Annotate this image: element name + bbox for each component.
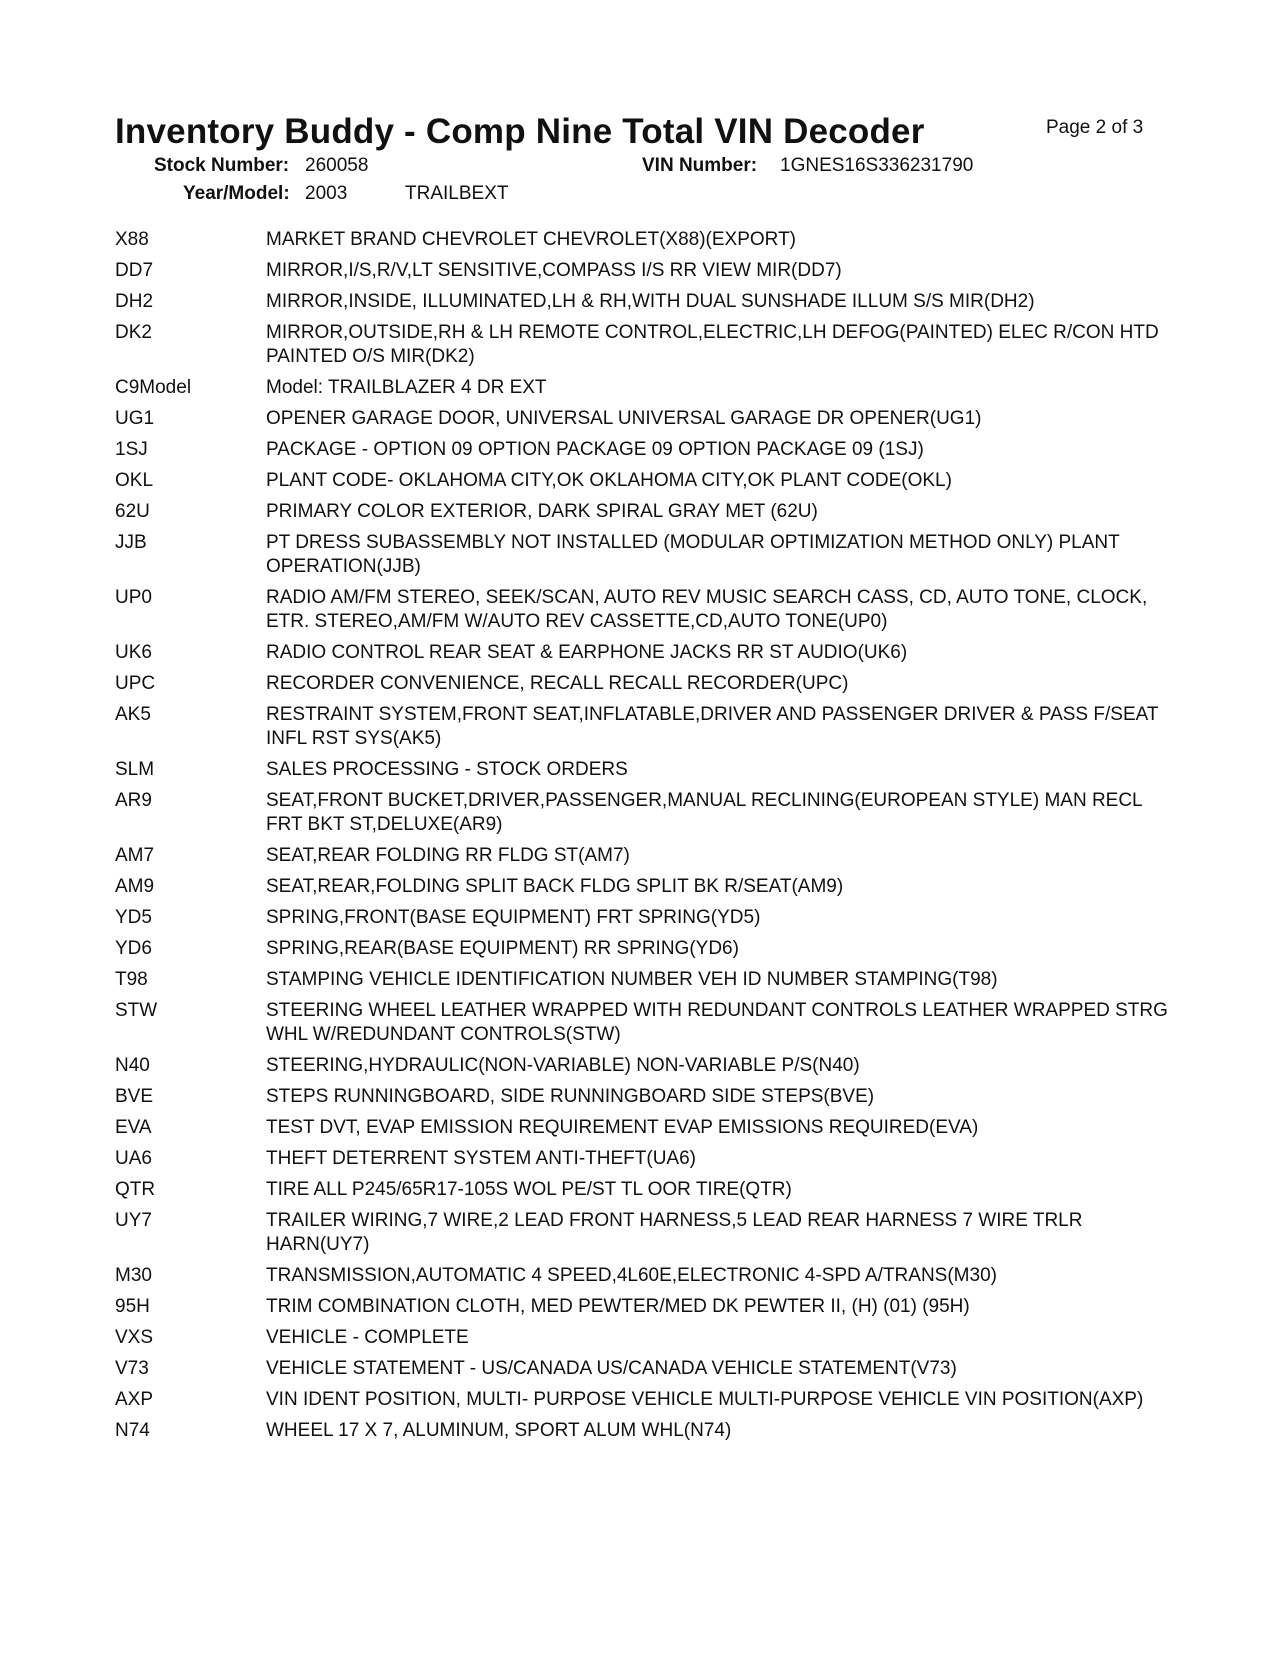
option-code: UPC [115,673,156,694]
option-code: DH2 [115,291,154,312]
option-description: SEAT,REAR FOLDING RR FLDG ST(AM7) [266,845,630,866]
option-description: SEAT,FRONT BUCKET,DRIVER,PASSENGER,MANUAL RECLINING(EUROPEAN STYLE) MAN RECL FRT BKT ST,DELUXE(AR9) [266,790,1142,835]
option-row [115,789,1175,837]
option-code: C9Model [115,377,192,398]
option-code: DD7 [115,260,154,281]
option-description: THEFT DETERRENT SYSTEM ANTI-THEFT(UA6) [266,1148,696,1169]
option-row [115,1357,1175,1381]
option-description: PLANT CODE- OKLAHOMA CITY,OK OKLAHOMA CITY,OK PLANT CODE(OKL) [266,470,952,491]
option-row [115,968,1175,992]
option-description: RADIO AM/FM STEREO, SEEK/SCAN, AUTO REV MUSIC SEARCH CASS, CD, AUTO TONE, CLOCK, ETR. STEREO,AM/FM W/AUTO REV CASSETTE,CD,AUTO TONE(UP0) [266,587,1148,632]
option-description: MIRROR,OUTSIDE,RH & LH REMOTE CONTROL,ELECTRIC,LH DEFOG(PAINTED) ELEC R/CON HTD PAINTED O/S MIR(DK2) [266,322,1159,367]
option-row [115,844,1175,868]
option-row [115,586,1175,634]
option-row [115,1209,1175,1257]
option-description: STEERING,HYDRAULIC(NON-VARIABLE) NON-VARIABLE P/S(N40) [266,1055,860,1076]
option-code: V73 [115,1358,149,1379]
option-row [115,999,1175,1047]
option-description: STEPS RUNNINGBOARD, SIDE RUNNINGBOARD SIDE STEPS(BVE) [266,1086,875,1107]
option-code: QTR [115,1179,156,1200]
option-description: WHEEL 17 X 7, ALUMINUM, SPORT ALUM WHL(N74) [266,1420,732,1441]
option-row [115,1054,1175,1078]
option-description: VEHICLE - COMPLETE [266,1327,469,1348]
stock-number-value: 260058 [305,155,369,176]
option-row [115,438,1175,462]
page-title: Inventory Buddy - Comp Nine Total VIN Decoder [115,112,925,151]
page-indicator: Page 2 of 3 [1046,117,1144,138]
option-code: UY7 [115,1210,152,1231]
option-description: RADIO CONTROL REAR SEAT & EARPHONE JACKS RR ST AUDIO(UK6) [266,642,908,663]
option-description: Model: TRAILBLAZER 4 DR EXT [266,377,547,398]
option-description: PRIMARY COLOR EXTERIOR, DARK SPIRAL GRAY MET (62U) [266,501,818,522]
option-description: TRIM COMBINATION CLOTH, MED PEWTER/MED DK PEWTER II, (H) (01) (95H) [266,1296,970,1317]
option-description: PACKAGE - OPTION 09 OPTION PACKAGE 09 OPTION PACKAGE 09 (1SJ) [266,439,924,460]
option-row [115,407,1175,431]
vin-number-label: VIN Number: [642,155,758,176]
option-description: SEAT,REAR,FOLDING SPLIT BACK FLDG SPLIT BK R/SEAT(AM9) [266,876,844,897]
option-row [115,1178,1175,1202]
option-row [115,531,1175,579]
option-row [115,1085,1175,1109]
option-description: STAMPING VEHICLE IDENTIFICATION NUMBER VEH ID NUMBER STAMPING(T98) [266,969,998,990]
stock-number-label: Stock Number: [154,155,290,176]
option-code: T98 [115,969,148,990]
option-description: MARKET BRAND CHEVROLET CHEVROLET(X88)(EXPORT) [266,229,796,250]
year-value: 2003 [305,183,348,204]
option-description: MIRROR,I/S,R/V,LT SENSITIVE,COMPASS I/S RR VIEW MIR(DD7) [266,260,842,281]
option-code: YD5 [115,907,152,928]
option-code: AM7 [115,845,155,866]
option-row [115,321,1175,369]
option-description: PT DRESS SUBASSEMBLY NOT INSTALLED (MODULAR OPTIMIZATION METHOD ONLY) PLANT OPERATION(JJB) [266,532,1120,577]
option-row [115,875,1175,899]
option-code: UG1 [115,408,155,429]
option-description: TRANSMISSION,AUTOMATIC 4 SPEED,4L60E,ELECTRONIC 4-SPD A/TRANS(M30) [266,1265,997,1286]
option-row [115,376,1175,400]
option-code: N74 [115,1420,150,1441]
option-row [115,469,1175,493]
option-row [115,672,1175,696]
option-code: M30 [115,1265,152,1286]
option-code: YD6 [115,938,152,959]
option-code: N40 [115,1055,150,1076]
option-code: UA6 [115,1148,152,1169]
option-code: X88 [115,229,149,250]
option-description: MIRROR,INSIDE, ILLUMINATED,LH & RH,WITH DUAL SUNSHADE ILLUM S/S MIR(DH2) [266,291,1035,312]
option-row [115,259,1175,283]
option-row [115,758,1175,782]
option-description: TRAILER WIRING,7 WIRE,2 LEAD FRONT HARNESS,5 LEAD REAR HARNESS 7 WIRE TRLR HARN(UY7) [266,1210,1083,1255]
option-row [115,1295,1175,1319]
option-code: OKL [115,470,154,491]
option-row [115,290,1175,314]
option-code: AR9 [115,790,152,811]
option-row [115,703,1175,751]
option-row [115,1116,1175,1140]
option-code: AXP [115,1389,154,1410]
option-code: JJB [115,532,147,553]
option-code: 95H [115,1296,150,1317]
option-description: STEERING WHEEL LEATHER WRAPPED WITH REDUNDANT CONTROLS LEATHER WRAPPED STRG WHL W/REDUNDANT CONTROLS(STW) [266,1000,1168,1045]
option-row [115,228,1175,252]
option-description: RESTRAINT SYSTEM,FRONT SEAT,INFLATABLE,DRIVER AND PASSENGER DRIVER & PASS F/SEAT INFL RST SYS(AK5) [266,704,1159,749]
option-row [115,1388,1175,1412]
option-row [115,906,1175,930]
option-row [115,500,1175,524]
option-row [115,1419,1175,1443]
option-row [115,1326,1175,1350]
options-list [115,228,1175,1450]
option-description: RECORDER CONVENIENCE, RECALL RECALL RECORDER(UPC) [266,673,849,694]
option-code: STW [115,1000,158,1021]
option-row [115,1147,1175,1171]
option-description: VIN IDENT POSITION, MULTI- PURPOSE VEHICLE MULTI-PURPOSE VEHICLE VIN POSITION(AXP) [266,1389,1144,1410]
vin-number-value: 1GNES16S336231790 [780,155,974,176]
option-description: TEST DVT, EVAP EMISSION REQUIREMENT EVAP EMISSIONS REQUIRED(EVA) [266,1117,979,1138]
option-code: VXS [115,1327,154,1348]
option-description: TIRE ALL P245/65R17-105S WOL PE/ST TL OOR TIRE(QTR) [266,1179,792,1200]
option-code: EVA [115,1117,152,1138]
model-value: TRAILBEXT [405,183,509,204]
option-description: OPENER GARAGE DOOR, UNIVERSAL UNIVERSAL GARAGE DR OPENER(UG1) [266,408,982,429]
option-code: DK2 [115,322,152,343]
option-code: SLM [115,759,155,780]
option-code: AM9 [115,876,155,897]
option-code: 62U [115,501,150,522]
option-row [115,937,1175,961]
option-description: SALES PROCESSING - STOCK ORDERS [266,759,628,780]
option-code: UP0 [115,587,152,608]
option-code: BVE [115,1086,154,1107]
year-model-label: Year/Model: [183,183,290,204]
option-code: 1SJ [115,439,148,460]
option-description: SPRING,REAR(BASE EQUIPMENT) RR SPRING(YD6) [266,938,739,959]
option-row [115,1264,1175,1288]
option-code: UK6 [115,642,152,663]
option-code: AK5 [115,704,151,725]
option-description: VEHICLE STATEMENT - US/CANADA US/CANADA VEHICLE STATEMENT(V73) [266,1358,957,1379]
option-row [115,641,1175,665]
option-description: SPRING,FRONT(BASE EQUIPMENT) FRT SPRING(YD5) [266,907,761,928]
